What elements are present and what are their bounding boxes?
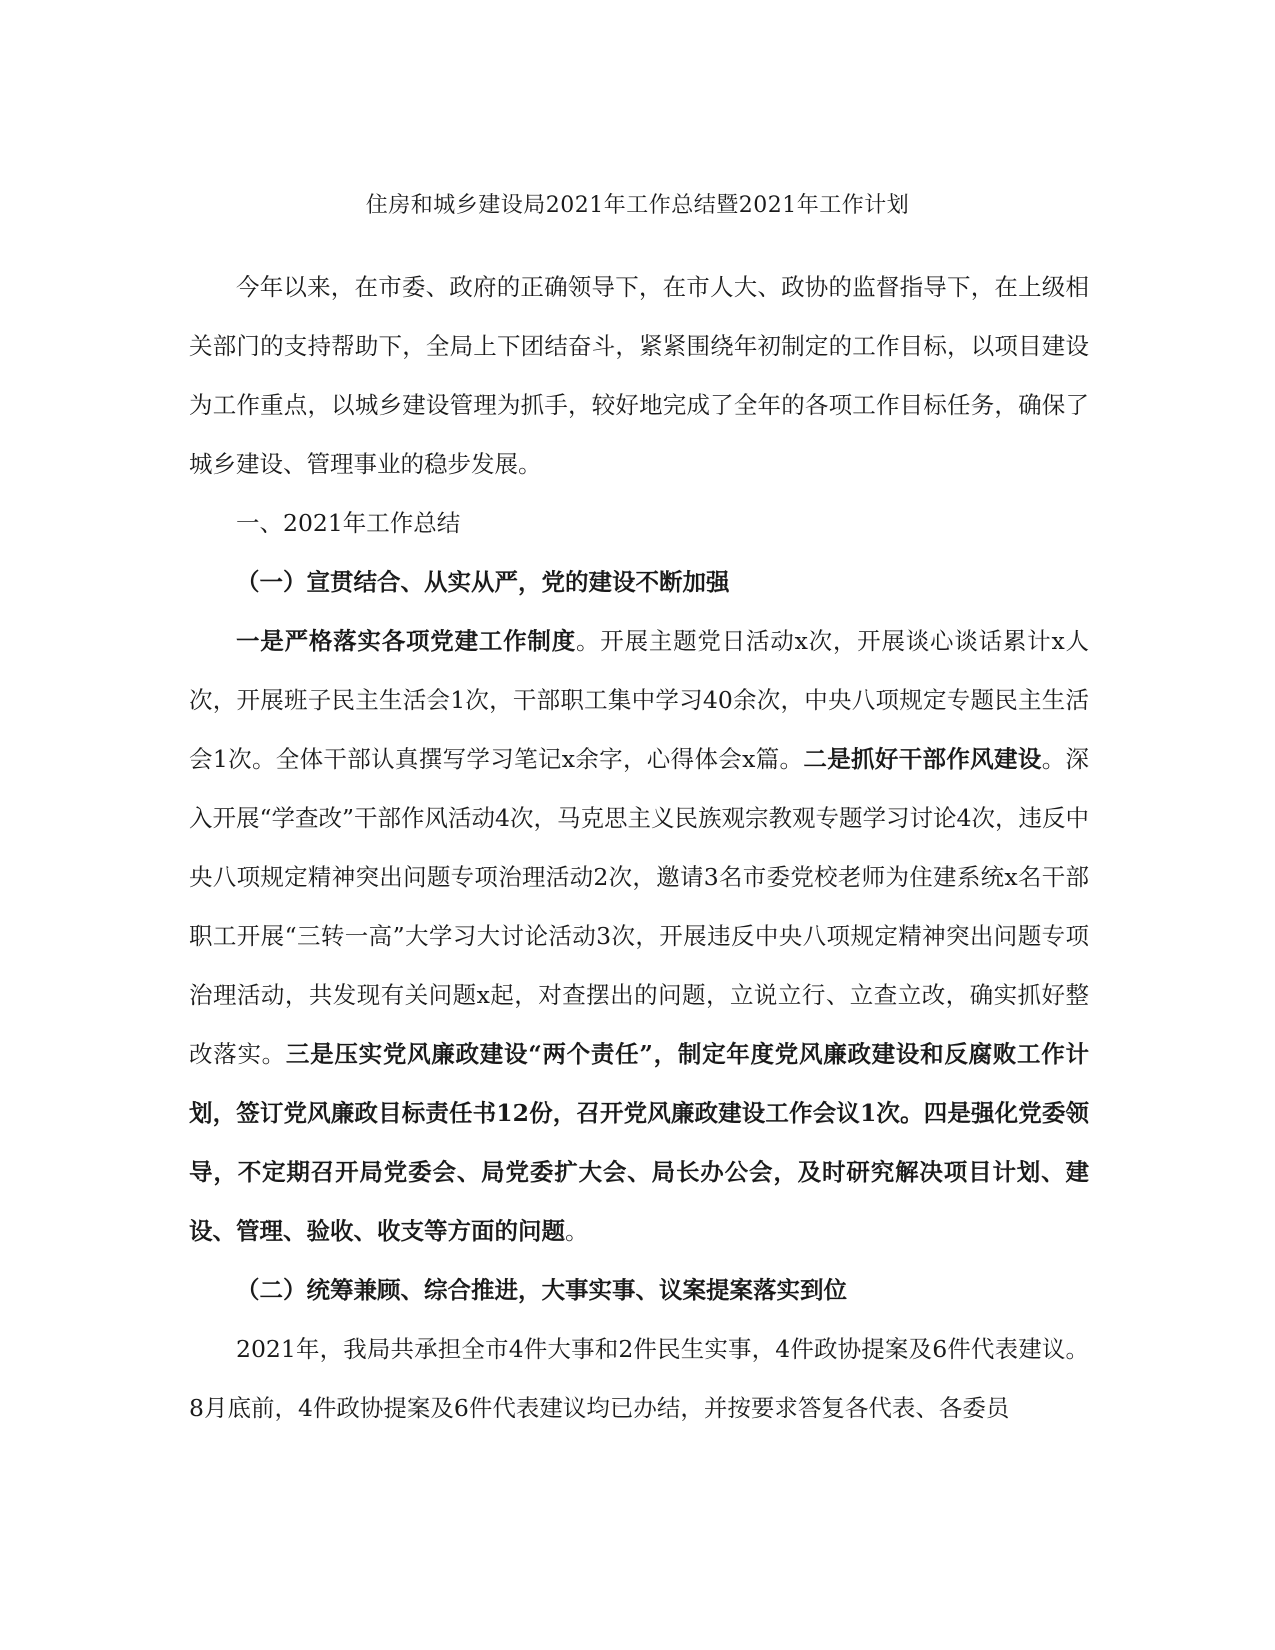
bold-point-3: 三是压实党风廉政建设“两个责任”，制定年度党风廉政建设和反腐败工作计划，签订党风廉政目标责任书12份，召开党风廉政建设工作会议1次。四是强化党委领导，不定期召开局党委会、局党委扩大会、局长办公会，及时研究解决项目计划、建设、管理、验收、收支等方面的问题 xyxy=(189,1040,1089,1245)
point-1-text: 。开展主题党日活动x次，开展谈心谈话累计x人次，开展班子民主生活会1次，干部职工集中学习40余次，中央八项规定专题民主生活会1次。全体干部认真撰写学习笔记x余字，心得体会x篇。 xyxy=(189,627,1089,773)
bold-point-2: 二是抓好干部作风建设 xyxy=(803,745,1042,773)
point-2-text: 。深入开展“学查改”干部作风活动4次，马克思主义民族观宗教观专题学习讨论4次，违反中央八项规定精神突出问题专项治理活动2次，邀请3名市委党校老师为住建系统x名干部职工开展“三转一高”大学习大讨论活动3次，开展违反中央八项规定精神突出问题专项治理活动，共发现有关问题x起，对查摆出的问题，立说立行、立查立改，确实抓好整改落实。 xyxy=(189,745,1090,1068)
point-3-text: 。 xyxy=(565,1217,589,1245)
party-building-paragraph xyxy=(189,612,1089,1261)
intro-paragraph: 今年以来，在市委、政府的正确领导下，在市人大、政协的监督指导下，在上级相关部门的支持帮助下，全局上下团结奋斗，紧紧围绕年初制定的工作目标，以项目建设为工作重点，以城乡建设管理为抓手，较好地完成了全年的各项工作目标任务，确保了城乡建设、管理事业的稳步发展。 xyxy=(189,273,1089,478)
section-heading-summary: 一、2021年工作总结 xyxy=(236,509,461,537)
subsection-heading-major-events: （二）统筹兼顾、综合推进，大事实事、议案提案落实到位 xyxy=(236,1276,847,1304)
document-title: 住房和城乡建设局2021年工作总结暨2021年工作计划 xyxy=(365,193,910,218)
major-events-paragraph: 2021年，我局共承担全市4件大事和2件民生实事，4件政协提案及6件代表建议。8月底前，4件政协提案及6件代表建议均已办结，并按要求答复各代表、各委员 xyxy=(189,1335,1089,1422)
bold-point-1: 一是严格落实各项党建工作制度 xyxy=(236,627,576,655)
subsection-heading-party-building: （一）宣贯结合、从实从严，党的建设不断加强 xyxy=(236,568,730,596)
document-body xyxy=(189,258,1089,1438)
